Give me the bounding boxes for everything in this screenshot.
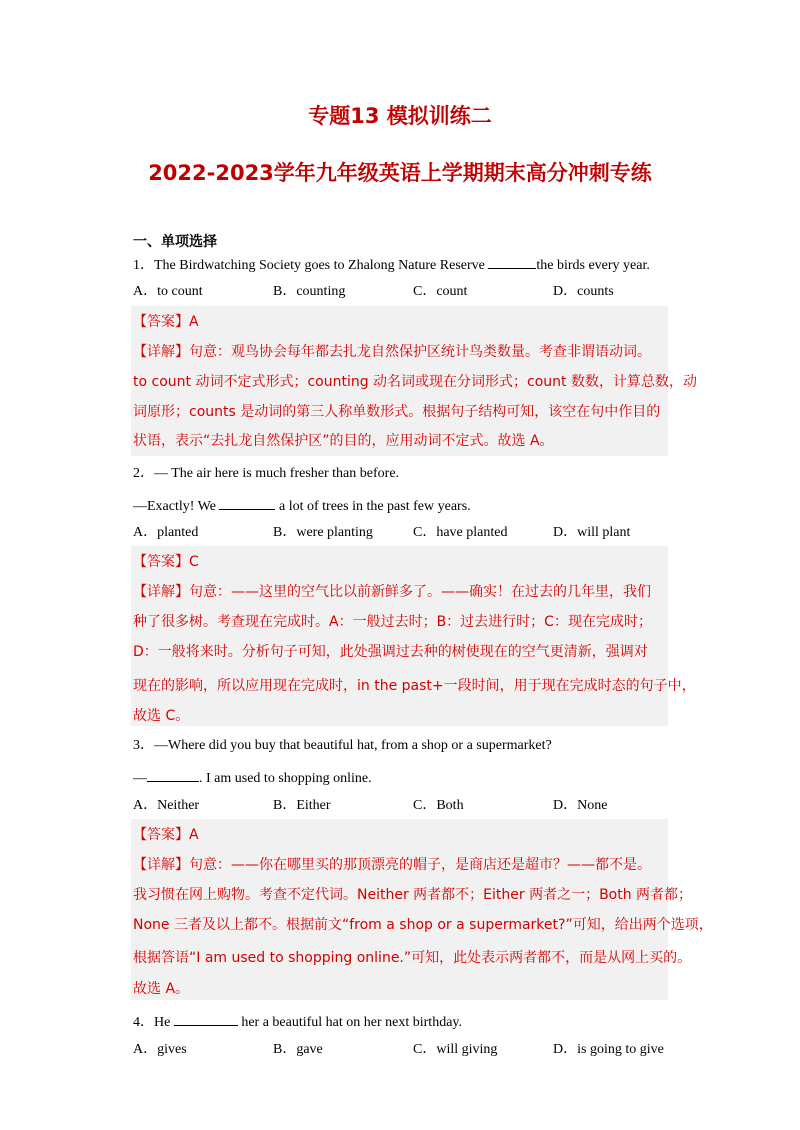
q2-explanation-line: D：一般将来时。分析句子可知，此处强调过去种的树使现在的空气更清新，强调对 [133,644,648,660]
q3-explanation-line: 我习惯在网上购物。考查不定代词。Neither 两者都不；Either 两者之一；Both 两者都； [133,887,693,903]
q2-text-b: a lot of trees in the past few years. [275,499,471,514]
q3-blank [147,767,199,782]
q3-option-a: A．Neither [133,798,200,813]
q2-option-d: D．will plant [553,525,631,540]
q2-explanation-line: 故选 C。 [133,708,190,724]
q3-option-d: D．None [553,798,608,813]
q1-option-a: A．to count [133,284,203,299]
q1-answer: 【答案】A [133,314,199,330]
q1-explanation-line: 【详解】句意：观鸟协会每年都去扎龙自然保护区统计鸟类数量。考查非谓语动词。 [133,344,651,360]
q1-explanation-line: 词原形；counts 是动词的第三人称单数形式。根据句子结构可知，该空在句中作目的 [133,404,661,420]
q1-option-c: C．count [413,284,468,299]
q3-explanation-line: 故选 A。 [133,981,190,997]
q3-option-c: C．Both [413,798,464,813]
q2-blank [219,495,275,510]
question-4-stem [133,1011,673,1032]
question-3-reply [133,767,673,788]
question-3-stem: 3．—Where did you buy that beautiful hat, from a shop or a supermarket? [133,738,552,753]
q4-option-d: D．is going to give [553,1042,664,1057]
q1-text-a: 1．The Birdwatching Society goes to Zhalong Nature Reserve [133,258,489,273]
q2-explanation-line: 种了很多树。考查现在完成时。A：一般过去时；B：过去进行时；C：现在完成时； [133,614,652,630]
q2-text-a: —Exactly! We [133,499,220,514]
q3-answer: 【答案】A [133,827,199,843]
q4-blank [174,1011,238,1026]
question-2-reply [133,495,673,516]
q2-answer: 【答案】C [133,554,199,570]
q4-option-b: B．gave [273,1042,323,1057]
q3-explanation-line: 根据答语“I am used to shopping online.”可知，此处表示两者都不，而是从网上买的。 [133,950,692,966]
q4-option-a: A．gives [133,1042,187,1057]
q3-text-a: — [133,771,147,786]
q1-blank [488,254,536,269]
q2-explanation-line: 现在的影响，所以应用现在完成时，in the past+一段时间，用于现在完成时态的句子中， [133,678,696,694]
q3-option-b: B．Either [273,798,331,813]
q3-explanation-line: 【详解】句意：——你在哪里买的那顶漂亮的帽子，是商店还是超市？——都不是。 [133,857,651,873]
question-1-stem [133,254,673,275]
section-title: 一、单项选择 [133,234,217,250]
q2-answer-box [131,546,696,726]
q3-answer-box [131,819,713,1000]
q1-explanation-line: to count 动词不定式形式；counting 动名词或现在分词形式；count 数数，计算总数，动 [133,374,697,390]
page-title: 专题13 模拟训练二 [308,104,492,128]
q2-option-c: C．have planted [413,525,508,540]
q3-text-b: . I am used to shopping online. [199,771,372,786]
q1-option-d: D．counts [553,284,614,299]
q4-option-c: C．will giving [413,1042,498,1057]
q4-text-b: her a beautiful hat on her next birthday. [237,1015,463,1030]
q2-option-a: A．planted [133,525,199,540]
q2-explanation-line: 【详解】句意：——这里的空气比以前新鲜多了。——确实！在过去的几年里，我们 [133,584,651,600]
q3-explanation-line: None 三者及以上都不。根据前文“from a shop or a supermarket?”可知，给出两个选项， [133,917,713,933]
q4-text-a: 4．He [133,1015,174,1030]
q1-text-b: the birds every year. [536,258,650,273]
question-2-stem: 2．— The air here is much fresher than before. [133,466,400,481]
q1-explanation-line: 状语，表示“去扎龙自然保护区”的目的，应用动词不定式。故选 A。 [133,433,554,449]
q1-option-b: B．counting [273,284,346,299]
q2-option-b: B．were planting [273,525,373,540]
page-subtitle: 2022-2023学年九年级英语上学期期末高分冲刺专练 [148,161,652,185]
